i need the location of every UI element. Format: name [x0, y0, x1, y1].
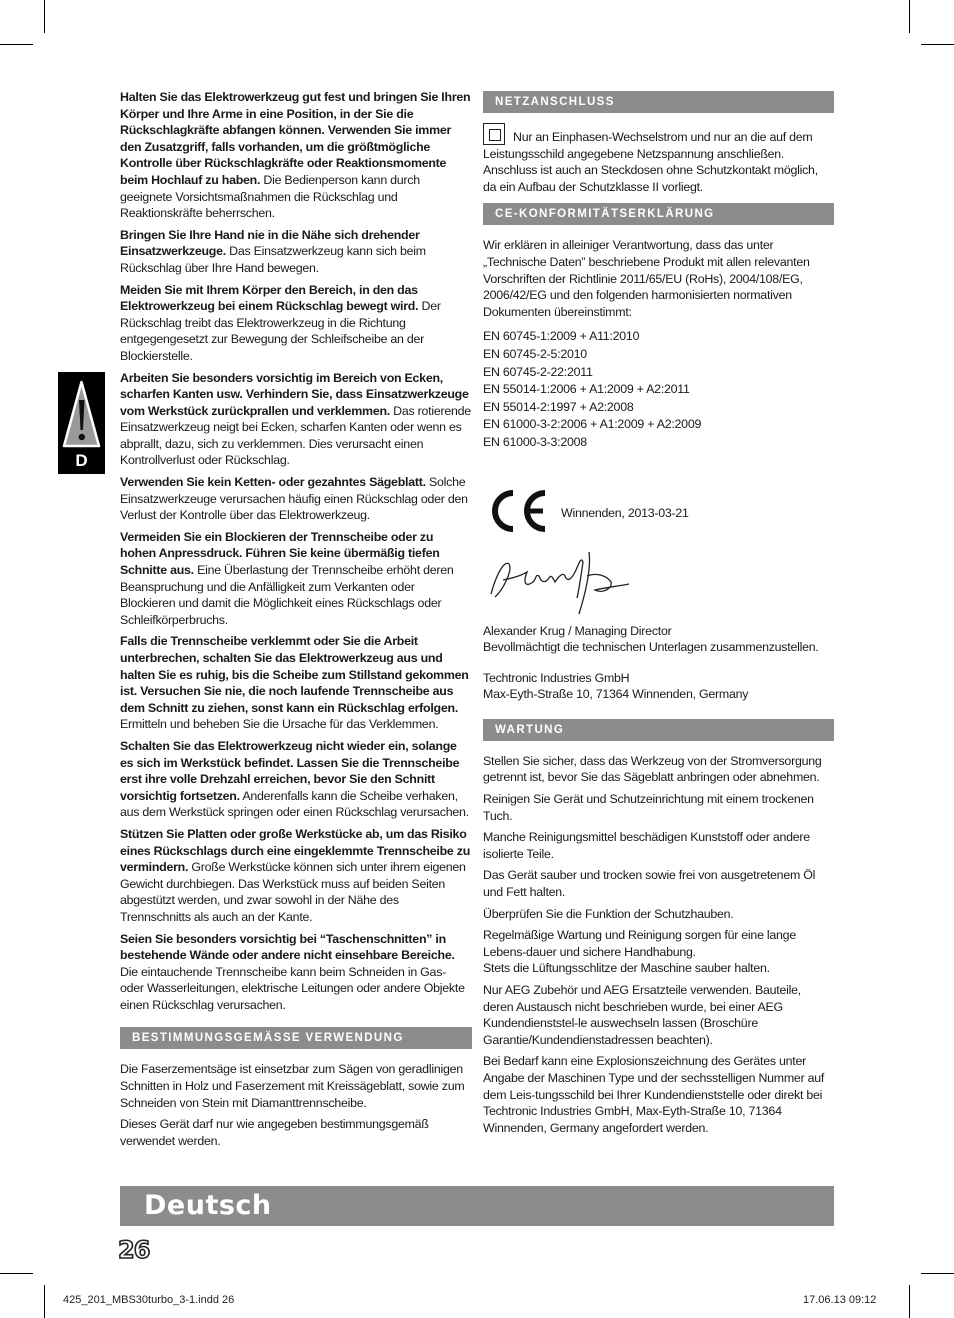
footer-date: 17.06.13 09:12: [803, 1294, 877, 1306]
crop-mark: [921, 1273, 954, 1274]
language-bar: [120, 1186, 834, 1226]
safety-heading: Arbeiten Sie besonders vorsichtig im Bereich von Ecken, scharfen Kanten usw. Verhindern Sie, dass Einsatzwerkzeuge vom Werkstück zurückprallen und verklemmen.: [120, 370, 469, 418]
crop-mark: [44, 1285, 45, 1318]
safety-text: Der Rückschlag treibt das Elektrowerkzeug in die Richtung entgegengesetzt zur Bewegung der Schleifscheibe an der Blockierstelle.: [120, 299, 441, 363]
safety-text: Große Werkstücke können sich unter ihrem eigenen Gewicht durchbiegen. Das Werkstück muss auf beiden Seiten abgestützt werden, und zwar sowohl in der Nähe des Trennschnitts als auch an der Kante.: [120, 860, 466, 924]
standard-item: EN 60745-1:2009 + A11:2010: [483, 329, 640, 344]
safety-text: Das Einsatzwerkzeug kann sich beim Rückschlag über Ihre Hand bewegen.: [120, 244, 426, 275]
safety-paragraph: [120, 738, 472, 821]
wartung-paragraph: Bei Bedarf kann eine Explosionszeichnung des Gerätes unter Angabe der Maschinen Type und der sechsstelligen Nummer auf dem Leis-tungsschild bei Ihrer Kundendienststelle oder direkt bei Techtronic Industries GmbH, Max-Eyth-Straße 10, 71364 Winnenden, Germany angefordert werden.: [483, 1054, 825, 1135]
safety-heading: Stützen Sie Platten oder große Werkstücke ab, um das Risiko eines Rückschlags durch eine eingeklemmte Trennscheibe zu vermindern.: [120, 826, 471, 875]
wartung-paragraph: Überprüfen Sie die Funktion der Schutzhauben.: [483, 906, 734, 921]
safety-paragraph: [120, 370, 472, 470]
body-paragraph: Dieses Gerät darf nur wie angegeben bestimmungsgemäß verwendet werden.: [120, 1117, 429, 1148]
standard-item: EN 60745-2-5:2010: [483, 346, 587, 361]
crop-mark: [909, 1285, 910, 1318]
safety-paragraph: [120, 633, 472, 733]
wartung-list: [483, 753, 834, 1136]
footer-file: 425_201_MBS30turbo_3-1.indd 26: [63, 1294, 235, 1306]
safety-paragraph: [120, 529, 472, 629]
safety-heading: Falls die Trennscheibe verklemmt oder Sie die Arbeit unterbrechen, schalten Sie das Elektrowerkzeug aus und halten Sie es ruhig, bis die Scheibe zum Stillstand gekommen ist. Versuchen Sie nie, die noch laufende Trennscheibe aus dem Schnitt zu ziehen, sonst kann ein Rückschlag erfolgen.: [120, 634, 469, 715]
wartung-paragraph: Stellen Sie sicher, dass das Werkzeug von der Stromversorgung getrennt ist, bevor Sie das Sägeblatt anbringen oder abnehmen.: [483, 753, 822, 785]
safety-paragraph: [120, 282, 472, 365]
safety-text: Solche Einsatzwerkzeuge verursachen häufig einen Rückschlag oder den Verlust der Kontrolle über das Elektrowerkzeug.: [120, 475, 468, 523]
language-title: Deutsch: [144, 1190, 272, 1221]
section-heading-wartung: WARTUNG: [483, 719, 834, 741]
left-column: [120, 89, 472, 1154]
safety-heading: Bringen Sie Ihre Hand nie in die Nähe sich drehender Einsatzwerkzeuge.: [120, 227, 420, 259]
safety-heading: Meiden Sie mit Ihrem Körper den Bereich, in den das Elektrowerkzeug bei einem Rückschlag bewegt wird.: [120, 282, 419, 314]
safety-heading: Schalten Sie das Elektrowerkzeug nicht wieder ein, solange es sich im Werkstück befindet. Lassen Sie die Trennscheibe erst ihre volle Drehzahl erreichen, bevor Sie den Schnitt vorsichtig fortsetzen.: [120, 738, 460, 803]
safety-text: Das rotierende Einsatzwerkzeug neigt bei Ecken, scharfen Kanten oder wenn es abprallt, dazu, sich zu verklemmen. Dies verursacht einen Kontrollverlust oder Rückschlag.: [120, 403, 471, 468]
wartung-paragraph: Regelmäßige Wartung und Reinigung sorgen für eine lange Lebens-dauer und sichere Handhabung.: [483, 928, 796, 959]
safety-heading: Verwenden Sie kein Ketten- oder gezahntes Sägeblatt.: [120, 475, 426, 490]
wartung-paragraph: Das Gerät sauber und trocken sowie frei von ausgetretenem Öl und Fett halten.: [483, 868, 816, 900]
crop-mark: [909, 0, 910, 33]
page-number: 26: [118, 1236, 150, 1264]
safety-text: Eine Überlastung der Trennscheibe erhöht deren Beanspruchung und die Anfälligkeit zum Verkanten oder Blockieren und damit die Möglichkeit eines Rückschlags oder Schleifkörperbruchs.: [120, 563, 454, 627]
crop-mark: [921, 44, 954, 45]
crop-mark: [44, 0, 45, 33]
language-letter: D: [75, 451, 88, 470]
crop-mark: [0, 44, 33, 45]
safety-heading: Seien Sie besonders vorsichtig bei “Taschenschnitten” in bestehende Wände oder andere nicht einsehbare Bereiche.: [120, 931, 455, 963]
safety-paragraph: [120, 474, 472, 524]
section-heading-netzanschluss: NETZANSCHLUSS: [483, 91, 834, 113]
netzanschluss-paragraph: [483, 123, 834, 195]
ce-mark-icon: [487, 488, 549, 534]
warning-icon: [62, 380, 101, 450]
wartung-paragraph: Nur AEG Zubehör und AEG Ersatzteile verwenden. Bauteile, deren Austausch nicht beschrieben wurde, bei einer AEG Kundendienststel-le auswechseln lassen (Broschüre Garantie/Kundendienstadressen beachten).: [483, 983, 801, 1047]
authorized-text: Bevollmächtigt die technischen Unterlagen zusammenzustellen.: [483, 640, 819, 655]
standard-item: EN 55014-2:1997 + A2:2008: [483, 399, 634, 414]
company-block: [483, 670, 834, 703]
company-name: Techtronic Industries GmbH: [483, 670, 630, 685]
signer: Alexander Krug / Managing Director: [483, 623, 672, 638]
safety-text: Die Bedienperson kann durch geeignete Vorsichtsmaßnahmen die Rückschlag und Reaktionskräfte beherrschen.: [120, 172, 420, 221]
standard-item: EN 55014-1:2006 + A1:2009 + A2:2011: [483, 382, 690, 397]
safety-text: Die eintauchende Trennscheibe kann beim Schneiden in Gas- oder Wasserleitungen, elektrische Leitungen oder andere Objekte einen Rückschlag verursachen.: [120, 964, 465, 1012]
language-side-tab: [58, 372, 105, 474]
section-heading-bestimmung: BESTIMMUNGSGEMÄSSE VERWENDUNG: [120, 1027, 472, 1049]
standard-item: EN 61000-3-3:2008: [483, 434, 587, 449]
section-heading-ce: CE-KONFORMITÄTSERKLÄRUNG: [483, 203, 834, 225]
body-paragraph: Die Faserzementsäge ist einsetzbar zum Sägen von geradlinigen Schnitten in Holz und Faserzement mit Kreissägeblatt, sowie zum Schneiden von Stein mit Diamanttrennscheibe.: [120, 1062, 465, 1110]
safety-heading: Halten Sie das Elektrowerkzeug gut fest und bringen Sie Ihren Körper und Ihre Arme in eine Position, in der Sie die Rückschlagkräfte abfangen können. Verwenden Sie immer den Zusatzgriff, falls vorhanden, um die größtmögliche Kontrolle über Rückschlagkräfte oder Reaktionsmomente beim Hochlauf zu haben.: [120, 90, 471, 187]
safety-paragraph: [120, 931, 472, 1014]
company-address: Max-Eyth-Straße 10, 71364 Winnenden, Germany: [483, 687, 749, 702]
ce-paragraph: Wir erklären in alleiniger Verantwortung, dass das unter „Technische Daten” beschriebene Produkt mit allen relevanten Vorschriften der Richtlinie 2011/65/EU (RoHs), 2004/108/EG, 2006/42/EG und den folgenden harmonisierten normativen Dokumenten übereinstimmt:: [483, 238, 810, 319]
safety-instructions: [120, 89, 472, 1013]
protection-class-ii-icon: [483, 123, 505, 145]
netzanschluss-text: Nur an Einphasen-Wechselstrom und nur an die auf dem Leistungsschild angegebene Netzspannung anschließen. Anschluss ist auch an Steckdosen ohne Schutzkontakt möglich, da ein Aufbau der Schutzklasse II vorliegt.: [483, 130, 818, 194]
place-date: Winnenden, 2013-03-21: [561, 505, 689, 520]
signature: [483, 542, 633, 617]
safety-heading: Vermeiden Sie ein Blockieren der Trennscheibe oder zu hohen Anpressdruck. Führen Sie keine übermäßig tiefen Schnitte aus.: [120, 529, 440, 578]
signer-block: [483, 623, 834, 656]
safety-text: Anderenfalls kann die Scheibe verhaken, aus dem Werkstück springen oder einen Rückschlag verursachen.: [120, 788, 469, 820]
ce-mark-row: [483, 486, 834, 546]
wartung-paragraph: Reinigen Sie Gerät und Schutzeinrichtung mit einem trockenen Tuch.: [483, 792, 814, 823]
wartung-paragraph: Manche Reinigungsmittel beschädigen Kunststoff oder andere isolierte Teile.: [483, 830, 810, 861]
right-column: [483, 91, 834, 1141]
safety-text: Ermitteln und beheben Sie die Ursache für das Verklemmen.: [120, 717, 439, 732]
safety-paragraph: [120, 826, 472, 926]
safety-paragraph: [120, 89, 472, 222]
crop-mark: [0, 1273, 33, 1274]
standard-item: EN 61000-3-2:2006 + A1:2009 + A2:2009: [483, 417, 702, 432]
standard-item: EN 60745-2-22:2011: [483, 364, 593, 379]
wartung-paragraph: Stets die Lüftungsschlitze der Maschine sauber halten.: [483, 961, 770, 976]
standards-list: [483, 328, 834, 451]
safety-paragraph: [120, 227, 472, 277]
